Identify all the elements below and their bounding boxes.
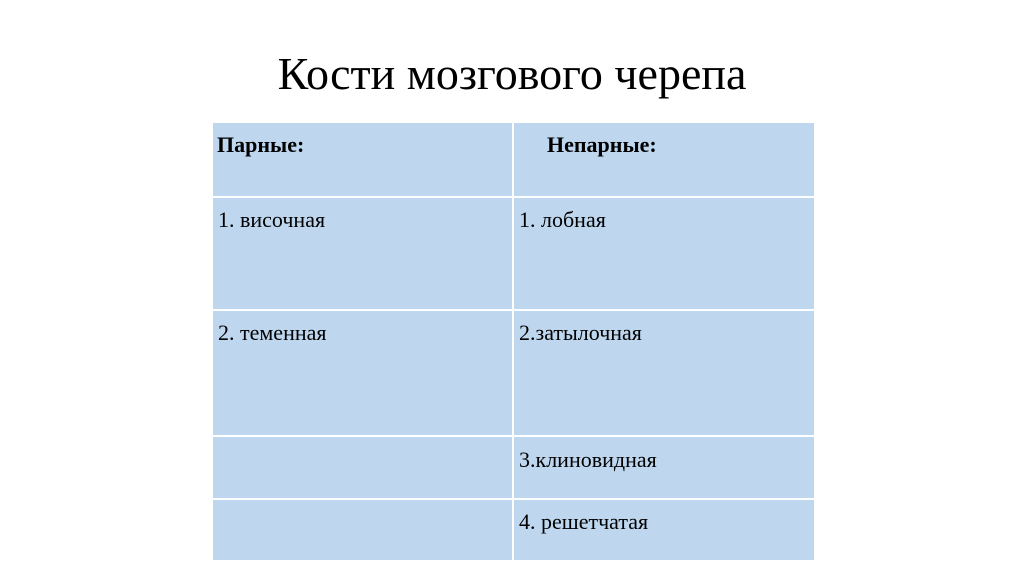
- table-row: [212, 197, 815, 310]
- header-unpaired-label: Непарные:: [547, 132, 657, 157]
- table-row: [212, 310, 815, 436]
- cell-paired: [212, 310, 513, 436]
- table-header-row: [212, 122, 815, 197]
- cell-unpaired: [513, 197, 815, 310]
- cell-unpaired-text: 4. решетчатая: [519, 509, 649, 534]
- cell-unpaired-text: 2.затылочная: [519, 320, 642, 345]
- cell-unpaired: [513, 310, 815, 436]
- cell-paired-text: [213, 500, 512, 509]
- cell-paired: [212, 499, 513, 561]
- cell-paired-text: 1. височная: [218, 207, 326, 232]
- cell-unpaired-text: 3.клиновидная: [519, 447, 657, 472]
- header-cell-unpaired: [513, 122, 815, 197]
- cell-paired: [212, 197, 513, 310]
- header-cell-paired: [212, 122, 513, 197]
- cell-paired: [212, 436, 513, 499]
- table-row: [212, 436, 815, 499]
- table-row: [212, 499, 815, 561]
- cell-paired-text: [213, 437, 512, 446]
- slide-title: Кости мозгового черепа: [277, 48, 747, 99]
- bones-table: [211, 121, 816, 562]
- cell-unpaired: [513, 499, 815, 561]
- cell-unpaired: [513, 436, 815, 499]
- cell-unpaired-text: 1. лобная: [519, 207, 606, 232]
- cell-paired-text: 2. теменная: [218, 320, 327, 345]
- header-paired-label: Парные:: [217, 132, 305, 157]
